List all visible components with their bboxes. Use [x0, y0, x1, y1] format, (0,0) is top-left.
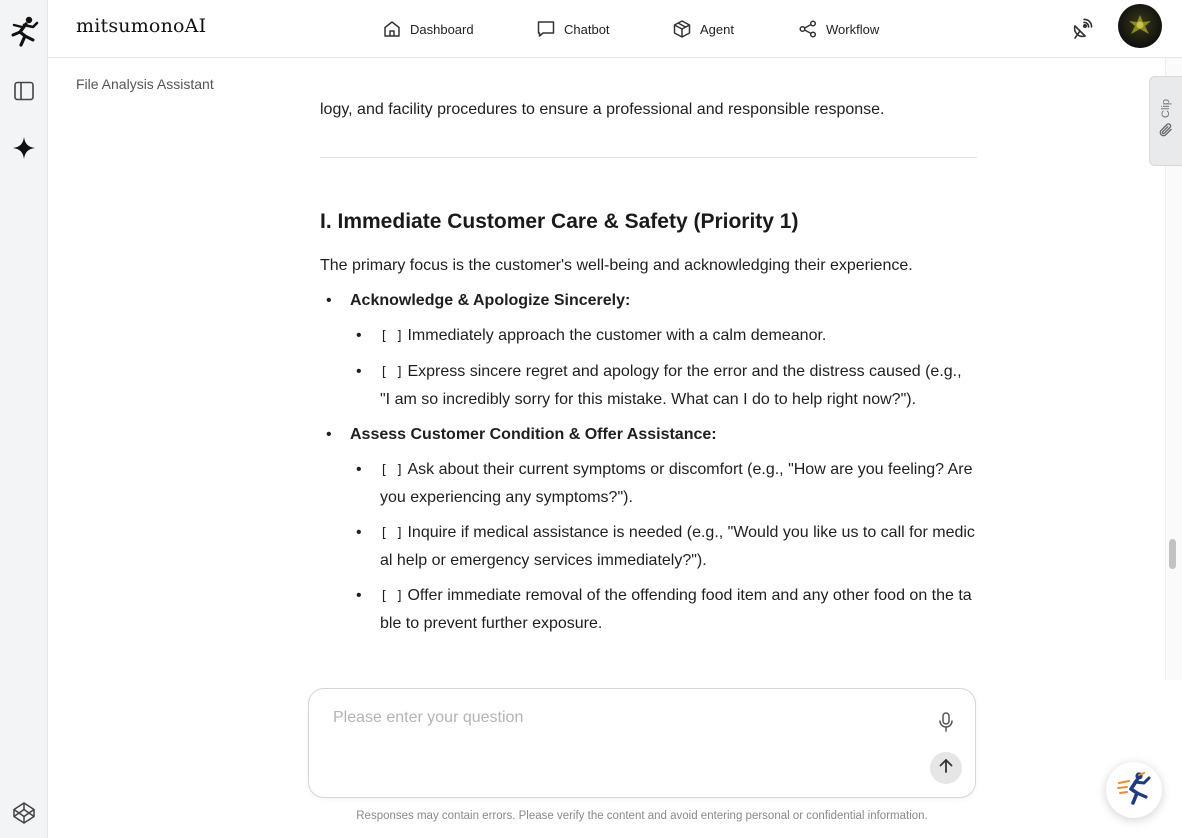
list-item-title: Assess Customer Condition & Offer Assistance: — [350, 426, 717, 443]
checklist-item — [350, 456, 976, 511]
checkbox-marker: [ ] — [380, 463, 404, 478]
checklist-item-text: Immediately approach the customer with a calm demeanor. — [407, 327, 827, 344]
section-intro: The primary focus is the customer's well-being and acknowledging their experience. — [320, 257, 913, 274]
checklist-item-text: Express sincere regret and apology for the error and the distress caused (e.g., "I am so incredibly sorry for this mistake. What can I do to help right now?"). — [380, 363, 962, 408]
scrollbar-thumb[interactable] — [1169, 539, 1176, 569]
clip-label: Clip — [1160, 99, 1172, 118]
avatar[interactable] — [1118, 4, 1162, 48]
checkbox-marker: [ ] — [380, 365, 404, 380]
checklist-item — [350, 358, 976, 413]
top-header — [48, 0, 1182, 58]
checklist-item-text: Inquire if medical assistance is needed (e.g., "Would you like us to call for medical help or emergency services immediately?"). — [380, 524, 975, 569]
nav-agent-label: Agent — [700, 21, 734, 37]
assistant-fab-button[interactable] — [1106, 762, 1162, 818]
checklist-item — [350, 519, 976, 574]
share-nodes-icon — [798, 19, 818, 39]
home-icon — [382, 19, 402, 39]
question-input[interactable] — [333, 709, 913, 727]
list-item — [320, 421, 980, 637]
send-button[interactable] — [930, 752, 962, 784]
list-item-title: Acknowledge & Apologize Sincerely: — [350, 292, 631, 309]
checkbox-marker: [ ] — [380, 329, 404, 344]
left-rail — [0, 0, 48, 838]
chat-response — [320, 96, 980, 645]
checkbox-marker: [ ] — [380, 589, 404, 604]
question-composer — [308, 688, 976, 798]
divider — [320, 157, 977, 158]
checkbox-marker: [ ] — [380, 526, 404, 541]
sub-checklist — [350, 456, 980, 637]
clip-tab[interactable] — [1149, 76, 1182, 166]
brand-name: mitsumonoAI — [76, 15, 207, 37]
checklist — [320, 287, 980, 637]
nav-agent[interactable] — [672, 0, 734, 58]
section-heading: I. Immediate Customer Care & Safety (Priority 1) — [320, 210, 799, 233]
satellite-dish-icon[interactable] — [1068, 15, 1096, 43]
sidebar-panel-icon[interactable] — [0, 78, 48, 104]
sparkle-icon[interactable] — [0, 134, 48, 162]
checklist-item-text: Ask about their current symptoms or discomfort (e.g., "How are you feeling? Are you experiencing any symptoms?"). — [380, 461, 973, 506]
arrow-up-icon — [937, 757, 955, 780]
checklist-item — [350, 322, 976, 350]
nav-workflow[interactable] — [798, 0, 879, 58]
runner-mascot-icon — [1115, 769, 1153, 812]
box-icon — [672, 19, 692, 39]
nav-workflow-label: Workflow — [826, 21, 880, 37]
runner-logo-icon[interactable] — [0, 12, 48, 52]
microphone-icon[interactable] — [933, 709, 959, 735]
codepen-cube-icon[interactable] — [0, 800, 48, 826]
paperclip-icon — [1158, 122, 1174, 143]
checklist-item — [350, 582, 976, 637]
list-item — [320, 287, 980, 413]
response-lead-text: logy, and facility procedures to ensure a professional and responsible response. — [320, 101, 885, 118]
nav-dashboard-label: Dashboard — [410, 21, 474, 37]
nav-chatbot-label: Chatbot — [564, 21, 610, 37]
checklist-item-text: Offer immediate removal of the offending food item and any other food on the table to prevent further exposure. — [380, 587, 972, 632]
sidebar-title[interactable]: File Analysis Assistant — [76, 76, 214, 92]
sub-checklist — [350, 322, 980, 413]
nav-dashboard[interactable] — [382, 0, 474, 58]
chat-bubble-icon — [536, 19, 556, 39]
nav-chatbot[interactable] — [536, 0, 610, 58]
disclaimer-text: Responses may contain errors. Please verify the content and avoid entering personal or confidential information. — [356, 810, 928, 822]
